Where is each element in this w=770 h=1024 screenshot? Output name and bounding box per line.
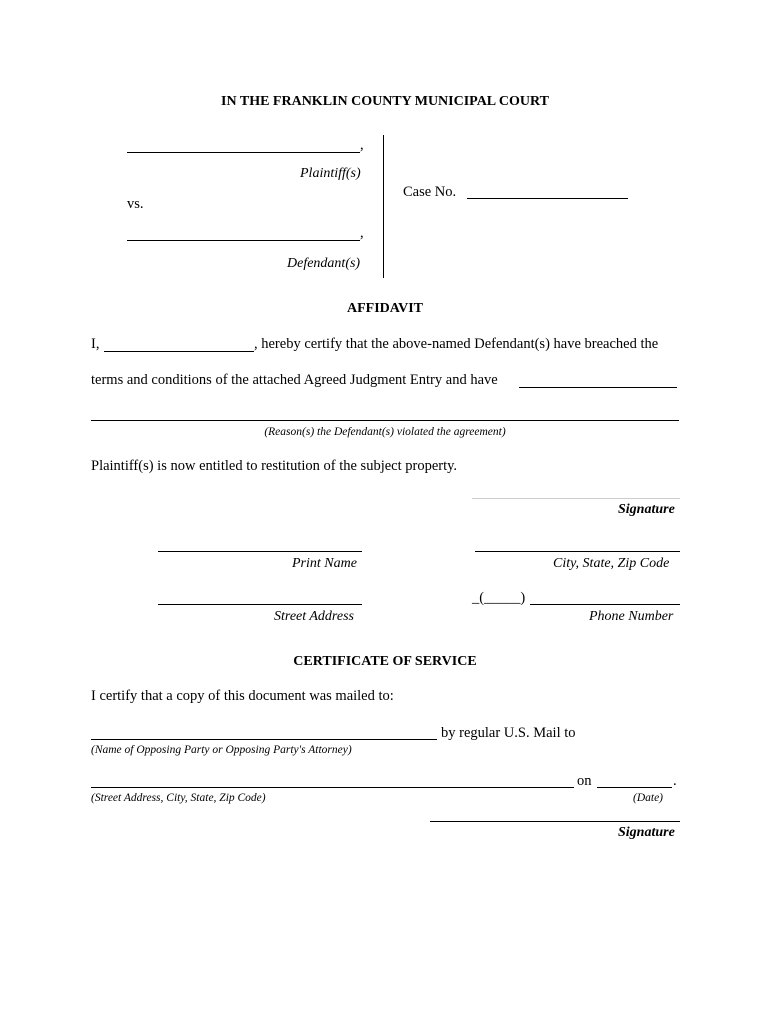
mail-method-text: by regular U.S. Mail to [441, 725, 576, 741]
case-no-blank[interactable] [467, 198, 628, 199]
certificate-signature-line[interactable] [430, 821, 680, 822]
affidavit-line1-suffix: , hereby certify that the above-named Defendant(s) have breached the [254, 336, 659, 352]
affiant-signature-label: Signature [618, 502, 675, 517]
defendant-comma: , [360, 225, 364, 241]
certificate-intro: I certify that a copy of this document was mailed to: [91, 688, 394, 704]
phone-number-blank[interactable] [530, 604, 680, 605]
case-no-label: Case No. [403, 184, 457, 200]
vs-label: vs. [127, 196, 144, 212]
service-date-caption: (Date) [633, 792, 664, 804]
certificate-heading: CERTIFICATE OF SERVICE [293, 654, 477, 669]
court-title: IN THE FRANKLIN COUNTY MUNICIPAL COURT [221, 94, 549, 109]
affidavit-line2: terms and conditions of the attached Agreed Judgment Entry and have [91, 372, 498, 388]
breach-action-blank[interactable] [519, 387, 677, 388]
service-date-blank[interactable] [597, 787, 672, 788]
service-address-caption: (Street Address, City, State, Zip Code) [91, 792, 266, 804]
reason-caption: (Reason(s) the Defendant(s) violated the agreement) [264, 426, 506, 438]
street-address-blank[interactable] [158, 604, 362, 605]
city-state-zip-label: City, State, Zip Code [553, 556, 670, 571]
defendant-name-blank[interactable] [127, 240, 360, 241]
phone-area-code: _(_____) [472, 590, 526, 606]
affiant-signature-line[interactable] [472, 498, 680, 499]
print-name-blank[interactable] [158, 551, 362, 552]
reason-blank[interactable] [91, 420, 679, 421]
city-state-zip-blank[interactable] [475, 551, 680, 552]
entitled-statement: Plaintiff(s) is now entitled to restitution of the subject property. [91, 458, 458, 474]
defendant-label: Defendant(s) [287, 256, 361, 271]
print-name-label: Print Name [292, 556, 357, 571]
plaintiff-label: Plaintiff(s) [300, 166, 361, 181]
affidavit-line1-prefix: I, [91, 336, 100, 352]
opposing-party-blank[interactable] [91, 739, 437, 740]
phone-number-label: Phone Number [589, 609, 674, 624]
plaintiff-name-blank[interactable] [127, 152, 360, 153]
on-label: on [577, 773, 592, 789]
affiant-name-blank[interactable] [104, 351, 254, 352]
service-address-blank[interactable] [91, 787, 574, 788]
street-address-label: Street Address [274, 609, 354, 624]
caption-divider [383, 135, 384, 278]
affidavit-heading: AFFIDAVIT [347, 301, 423, 316]
opposing-party-caption: (Name of Opposing Party or Opposing Party's Attorney) [91, 744, 352, 756]
date-period: . [673, 773, 677, 789]
certificate-signature-label: Signature [618, 825, 675, 840]
plaintiff-comma: , [360, 137, 364, 153]
